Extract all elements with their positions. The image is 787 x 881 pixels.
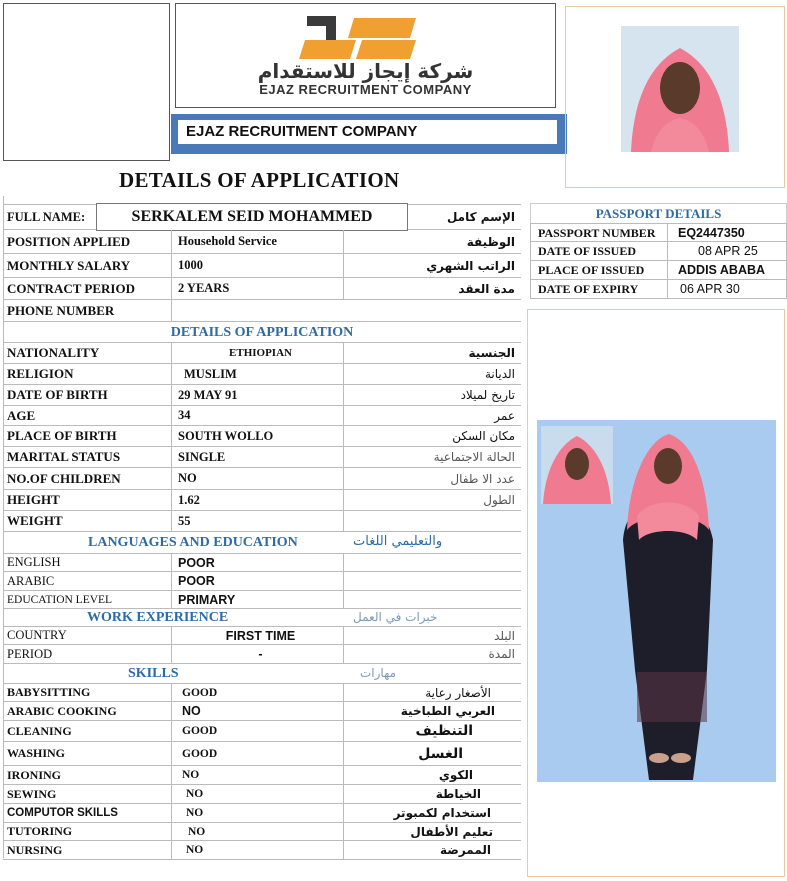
row-arabic [343, 554, 521, 571]
row-arabic: استخدام لكمبوتر [343, 804, 521, 822]
full-name-value: SERKALEM SEID MOHAMMED [96, 203, 408, 231]
row-value: GOOD [171, 742, 343, 765]
row-arabic: الخياطة [343, 785, 521, 803]
table-row [3, 490, 521, 511]
table-row [3, 766, 521, 785]
table-row [3, 627, 521, 645]
company-name-bar [171, 114, 567, 154]
row-arabic: المدة [343, 645, 521, 663]
row-arabic: الطول [343, 490, 521, 510]
table-row [3, 684, 521, 702]
row-arabic: الكوي [343, 766, 521, 784]
row-value: ETHIOPIAN [171, 343, 343, 363]
table-row [3, 343, 521, 364]
row-value: 29 MAY 91 [171, 385, 343, 405]
row-label: CONTRACT PERIOD [7, 280, 135, 296]
full-body-photo [537, 420, 776, 782]
table-row [3, 385, 521, 406]
row-arabic: عمر [343, 406, 521, 425]
row-label: MARITAL STATUS [7, 449, 121, 464]
table-row [3, 721, 521, 742]
full-name-label: FULL NAME: [7, 209, 86, 224]
row-value: NO [171, 804, 343, 822]
table-row [3, 841, 521, 860]
passport-heading: PASSPORT DETAILS [530, 203, 787, 223]
row-value: SOUTH WOLLO [171, 426, 343, 446]
row-value: NO [171, 823, 343, 840]
row-value: NO [171, 785, 343, 803]
row-arabic: الحالة الاجتماعية [343, 447, 521, 467]
row-label: ARABIC [7, 573, 55, 588]
row-arabic: الراتب الشهري [343, 254, 521, 277]
row-label: NURSING [7, 842, 63, 857]
row-arabic: الغسل [343, 742, 521, 765]
row-value: GOOD [171, 684, 343, 701]
row-value: - [171, 645, 343, 663]
row-value: 1000 [171, 254, 343, 277]
row-arabic: البلد [343, 627, 521, 644]
skills-heading [3, 664, 521, 684]
row-value: NO [171, 766, 343, 784]
row-value: SINGLE [171, 447, 343, 467]
work-heading [3, 609, 521, 627]
table-row [3, 742, 521, 766]
passport-label: PASSPORT NUMBER [531, 224, 668, 241]
row-arabic [343, 572, 521, 590]
row-value: NO [171, 841, 343, 859]
row-value: NO [171, 702, 343, 720]
row-label: MONTHLY SALARY [7, 257, 131, 273]
passport-row [530, 223, 787, 242]
languages-heading [3, 532, 521, 554]
row-label: DATE OF BIRTH [7, 387, 108, 402]
table-row [3, 645, 521, 664]
row-label: TUTORING [7, 824, 73, 838]
row-label: PHONE NUMBER [7, 302, 115, 318]
passport-value: 06 APR 30 [680, 282, 740, 296]
row-label: PERIOD [7, 646, 53, 661]
table-row [3, 468, 521, 490]
row-value [171, 300, 521, 321]
table-row [3, 447, 521, 468]
logo-arabic-text: شركة إيجاز للاستقدام [257, 59, 474, 83]
row-value: POOR [171, 572, 343, 590]
row-arabic [343, 591, 521, 608]
row-label: ENGLISH [7, 555, 61, 569]
row-value: 2 YEARS [171, 278, 343, 299]
row-label: SEWING [7, 786, 57, 801]
row-value: 1.62 [171, 490, 343, 510]
table-row [3, 823, 521, 841]
row-value: 55 [171, 511, 343, 531]
row-label: POSITION APPLIED [7, 233, 131, 249]
languages-heading-text: LANGUAGES AND EDUCATION [88, 535, 298, 550]
portrait-photo [621, 26, 739, 152]
full-name-row [3, 204, 521, 230]
row-arabic: الجنسية [343, 343, 521, 363]
row-value: Household Service [171, 230, 343, 253]
row-value: 34 [171, 406, 343, 425]
row-label: CLEANING [7, 723, 72, 738]
row-arabic: الأصغار رعاية [343, 684, 521, 701]
row-arabic: مدة العقد [343, 278, 521, 299]
row-arabic: تعليم الأطفال [343, 823, 521, 840]
row-arabic: تاريخ لميلاد [343, 385, 521, 405]
row-value: PRIMARY [171, 591, 343, 608]
passport-value: ADDIS ABABA [678, 263, 766, 277]
row-arabic: الوظيفة [343, 230, 521, 253]
row-label: EDUCATION LEVEL [7, 593, 113, 606]
passport-row [530, 242, 787, 261]
work-heading-text: WORK EXPERIENCE [87, 610, 229, 625]
page-title: DETAILS OF APPLICATION [119, 168, 400, 192]
row-label: PLACE OF BIRTH [7, 428, 117, 443]
row-value: FIRST TIME [171, 627, 343, 644]
row-arabic: التنظيف [343, 721, 521, 741]
row-label: BABYSITTING [7, 685, 91, 699]
row-label: NO.OF CHILDREN [7, 470, 121, 486]
row-label: WEIGHT [7, 513, 63, 528]
row-label: COMPUTOR SKILLS [7, 807, 118, 819]
table-row [3, 426, 521, 447]
row-label: NATIONALITY [7, 345, 100, 360]
row-arabic: العربي الطباخية [343, 702, 521, 720]
row-arabic: مكان السكن [343, 426, 521, 446]
passport-row [530, 261, 787, 280]
skills-heading-text: SKILLS [128, 666, 179, 681]
table-row [3, 554, 521, 572]
skills-heading-ar: مهارات [360, 666, 397, 680]
row-label: COUNTRY [7, 628, 67, 642]
row-value: MUSLIM [171, 364, 343, 384]
passport-label: DATE OF ISSUED [531, 242, 668, 260]
table-row [3, 511, 521, 532]
row-label: RELIGION [7, 366, 74, 381]
row-arabic: عدد الا طفال [343, 468, 521, 489]
row-arabic: الممرضة [343, 841, 521, 859]
passport-label: DATE OF EXPIRY [531, 280, 668, 298]
table-row [3, 591, 521, 609]
row-label: ARABIC COOKING [7, 703, 117, 718]
table-row [3, 702, 521, 721]
row-arabic [343, 511, 521, 531]
table-row [3, 300, 521, 322]
row-arabic: الديانة [343, 364, 521, 384]
table-row [3, 572, 521, 591]
passport-row [530, 280, 787, 299]
row-value: POOR [171, 554, 343, 571]
row-value: NO [171, 468, 343, 489]
table-row [3, 785, 521, 804]
passport-label: PLACE OF ISSUED [531, 261, 668, 279]
row-label: AGE [7, 407, 36, 423]
row-label: IRONING [7, 767, 62, 782]
table-row [3, 804, 521, 823]
row-label: WASHING [7, 746, 66, 760]
passport-value: EQ2447350 [678, 226, 745, 240]
passport-value: 08 APR 25 [698, 244, 758, 258]
full-name-ar: الإسم كامل [446, 210, 515, 224]
table-row [3, 278, 521, 300]
table-row [3, 364, 521, 385]
company-logo [175, 3, 556, 108]
row-value: GOOD [171, 721, 343, 741]
work-heading-ar: خبرات في العمل [353, 610, 438, 624]
table-row [3, 230, 521, 254]
details-heading: DETAILS OF APPLICATION [3, 322, 521, 343]
blank-box [3, 3, 170, 161]
table-row [3, 254, 521, 278]
table-row [3, 406, 521, 426]
languages-heading-ar: والتعليمي اللغات [353, 534, 443, 549]
company-name-text: EJAZ RECRUITMENT COMPANY [178, 120, 557, 144]
logo-english-text: EJAZ RECRUITMENT COMPANY [259, 82, 472, 97]
row-label: HEIGHT [7, 492, 60, 507]
